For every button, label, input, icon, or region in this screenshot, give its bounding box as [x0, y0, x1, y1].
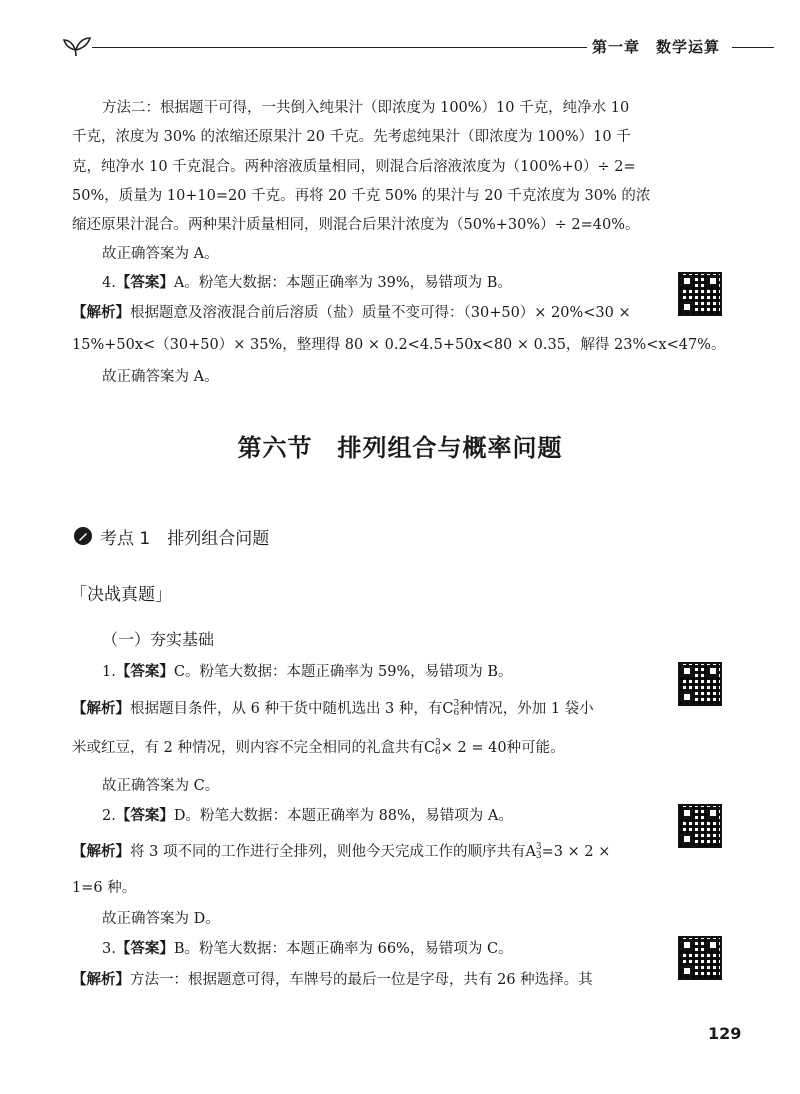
- explanation-text-cont: =3 × 2 ×: [541, 844, 611, 860]
- text-line: 故正确答案为 A。: [102, 246, 219, 262]
- text-line: 故正确答案为 D。: [102, 911, 220, 927]
- text-line: 克，纯净水 10 千克混合。两种溶液质量相同，则混合后溶液浓度为（100%+0）÷ 2=: [72, 159, 636, 175]
- answer-text: B。粉笔大数据：本题正确率为 66%，易错项为 C。: [173, 941, 513, 957]
- q4-explanation: [72, 303, 631, 323]
- text-line: 1=6 种。: [72, 880, 137, 896]
- answer-text: A。粉笔大数据：本题正确率为 39%，易错项为 B。: [173, 275, 512, 291]
- chapter-header: 第一章 数学运算: [592, 38, 721, 56]
- topic-heading: 考点 1 排列组合问题: [100, 529, 270, 549]
- q4-number: 4.: [102, 275, 116, 291]
- q3-number: 3.: [102, 941, 116, 957]
- explanation-text: 根据题意及溶液混合前后溶质（盐）质量不变可得：（30+50）× 20%<30 ×: [130, 305, 631, 321]
- subsection-heading: （一）夯实基础: [102, 630, 215, 649]
- answer-text: D。粉笔大数据：本题正确率为 88%，易错项为 A。: [173, 808, 513, 824]
- header-rule: [92, 47, 587, 48]
- text-line: 缩还原果汁混合。两种果汁质量相同，则混合后果汁浓度为（50%+30%）÷ 2=40%。: [72, 217, 640, 233]
- answer-label: 【答案】: [115, 807, 174, 824]
- q2-number: 2.: [102, 808, 116, 824]
- q4-answer: [102, 273, 512, 293]
- section-title: 第六节 排列组合与概率问题: [237, 434, 563, 462]
- q3-answer: [102, 939, 513, 959]
- leaf-icon: [62, 32, 92, 58]
- q2-explanation: [72, 842, 610, 862]
- sup: 3: [435, 738, 441, 748]
- pencil-icon: [74, 527, 92, 545]
- explanation-text: 米或红豆，有 2 种情况，则内容不完全相同的礼盒共有C: [72, 740, 436, 756]
- q2-answer: [102, 806, 513, 826]
- explanation-label: 【解析】: [72, 843, 130, 860]
- q1-answer: [102, 662, 513, 682]
- page-number: 129: [708, 1024, 742, 1043]
- qr-code-icon[interactable]: [678, 662, 722, 706]
- qr-code-icon[interactable]: [678, 936, 722, 980]
- sub: 3: [535, 851, 542, 861]
- text-line: 千克，浓度为 30% 的浓缩还原果汁 20 千克。先考虑纯果汁（即浓度为 100%）10 千: [72, 129, 631, 145]
- q1-explanation-line2: [72, 738, 565, 758]
- qr-code-icon[interactable]: [678, 804, 722, 848]
- answer-label: 【答案】: [115, 940, 174, 957]
- qr-code-icon[interactable]: [678, 272, 722, 316]
- answer-label: 【答案】: [115, 274, 174, 291]
- text-line: 50%，质量为 10+10=20 千克。再将 20 千克 50% 的果汁与 20 千克浓度为 30% 的浓: [72, 188, 651, 204]
- explanation-text-cont: × 2 = 40种可能。: [440, 740, 565, 756]
- q1-explanation: [72, 699, 594, 719]
- sup: 3: [535, 842, 542, 852]
- text-line: 方法二：根据题干可得，一共倒入纯果汁（即浓度为 100%）10 千克，纯净水 10: [102, 100, 630, 116]
- explanation-text: 根据题目条件，从 6 种干货中随机选出 3 种，有C: [130, 701, 454, 717]
- text-line: 15%+50x<（30+50）× 35%，整理得 80 × 0.2<4.5+50x<80 × 0.35，解得 23%<x<47%。: [72, 337, 726, 353]
- explanation-label: 【解析】: [72, 304, 130, 321]
- explanation-label: 【解析】: [72, 971, 130, 988]
- text-line: 故正确答案为 C。: [102, 778, 220, 794]
- answer-label: 【答案】: [115, 663, 174, 680]
- explanation-text: 将 3 项不同的工作进行全排列，则他今天完成工作的顺序共有A: [130, 844, 536, 860]
- real-questions-heading: 「决战真题」: [70, 585, 172, 605]
- sub: 6: [435, 747, 441, 757]
- explanation-text-cont: 种情况，外加 1 袋小: [459, 701, 594, 717]
- sup: 3: [453, 699, 460, 709]
- text-line: 故正确答案为 A。: [102, 369, 219, 385]
- q1-number: 1.: [102, 664, 116, 680]
- header-rule-right: [732, 47, 774, 48]
- explanation-label: 【解析】: [72, 700, 130, 717]
- sub: 6: [453, 708, 460, 718]
- explanation-text: 方法一：根据题意可得，车牌号的最后一位是字母，共有 26 种选择。其: [130, 972, 593, 988]
- q3-explanation: [72, 970, 593, 990]
- answer-text: C。粉笔大数据：本题正确率为 59%，易错项为 B。: [173, 664, 513, 680]
